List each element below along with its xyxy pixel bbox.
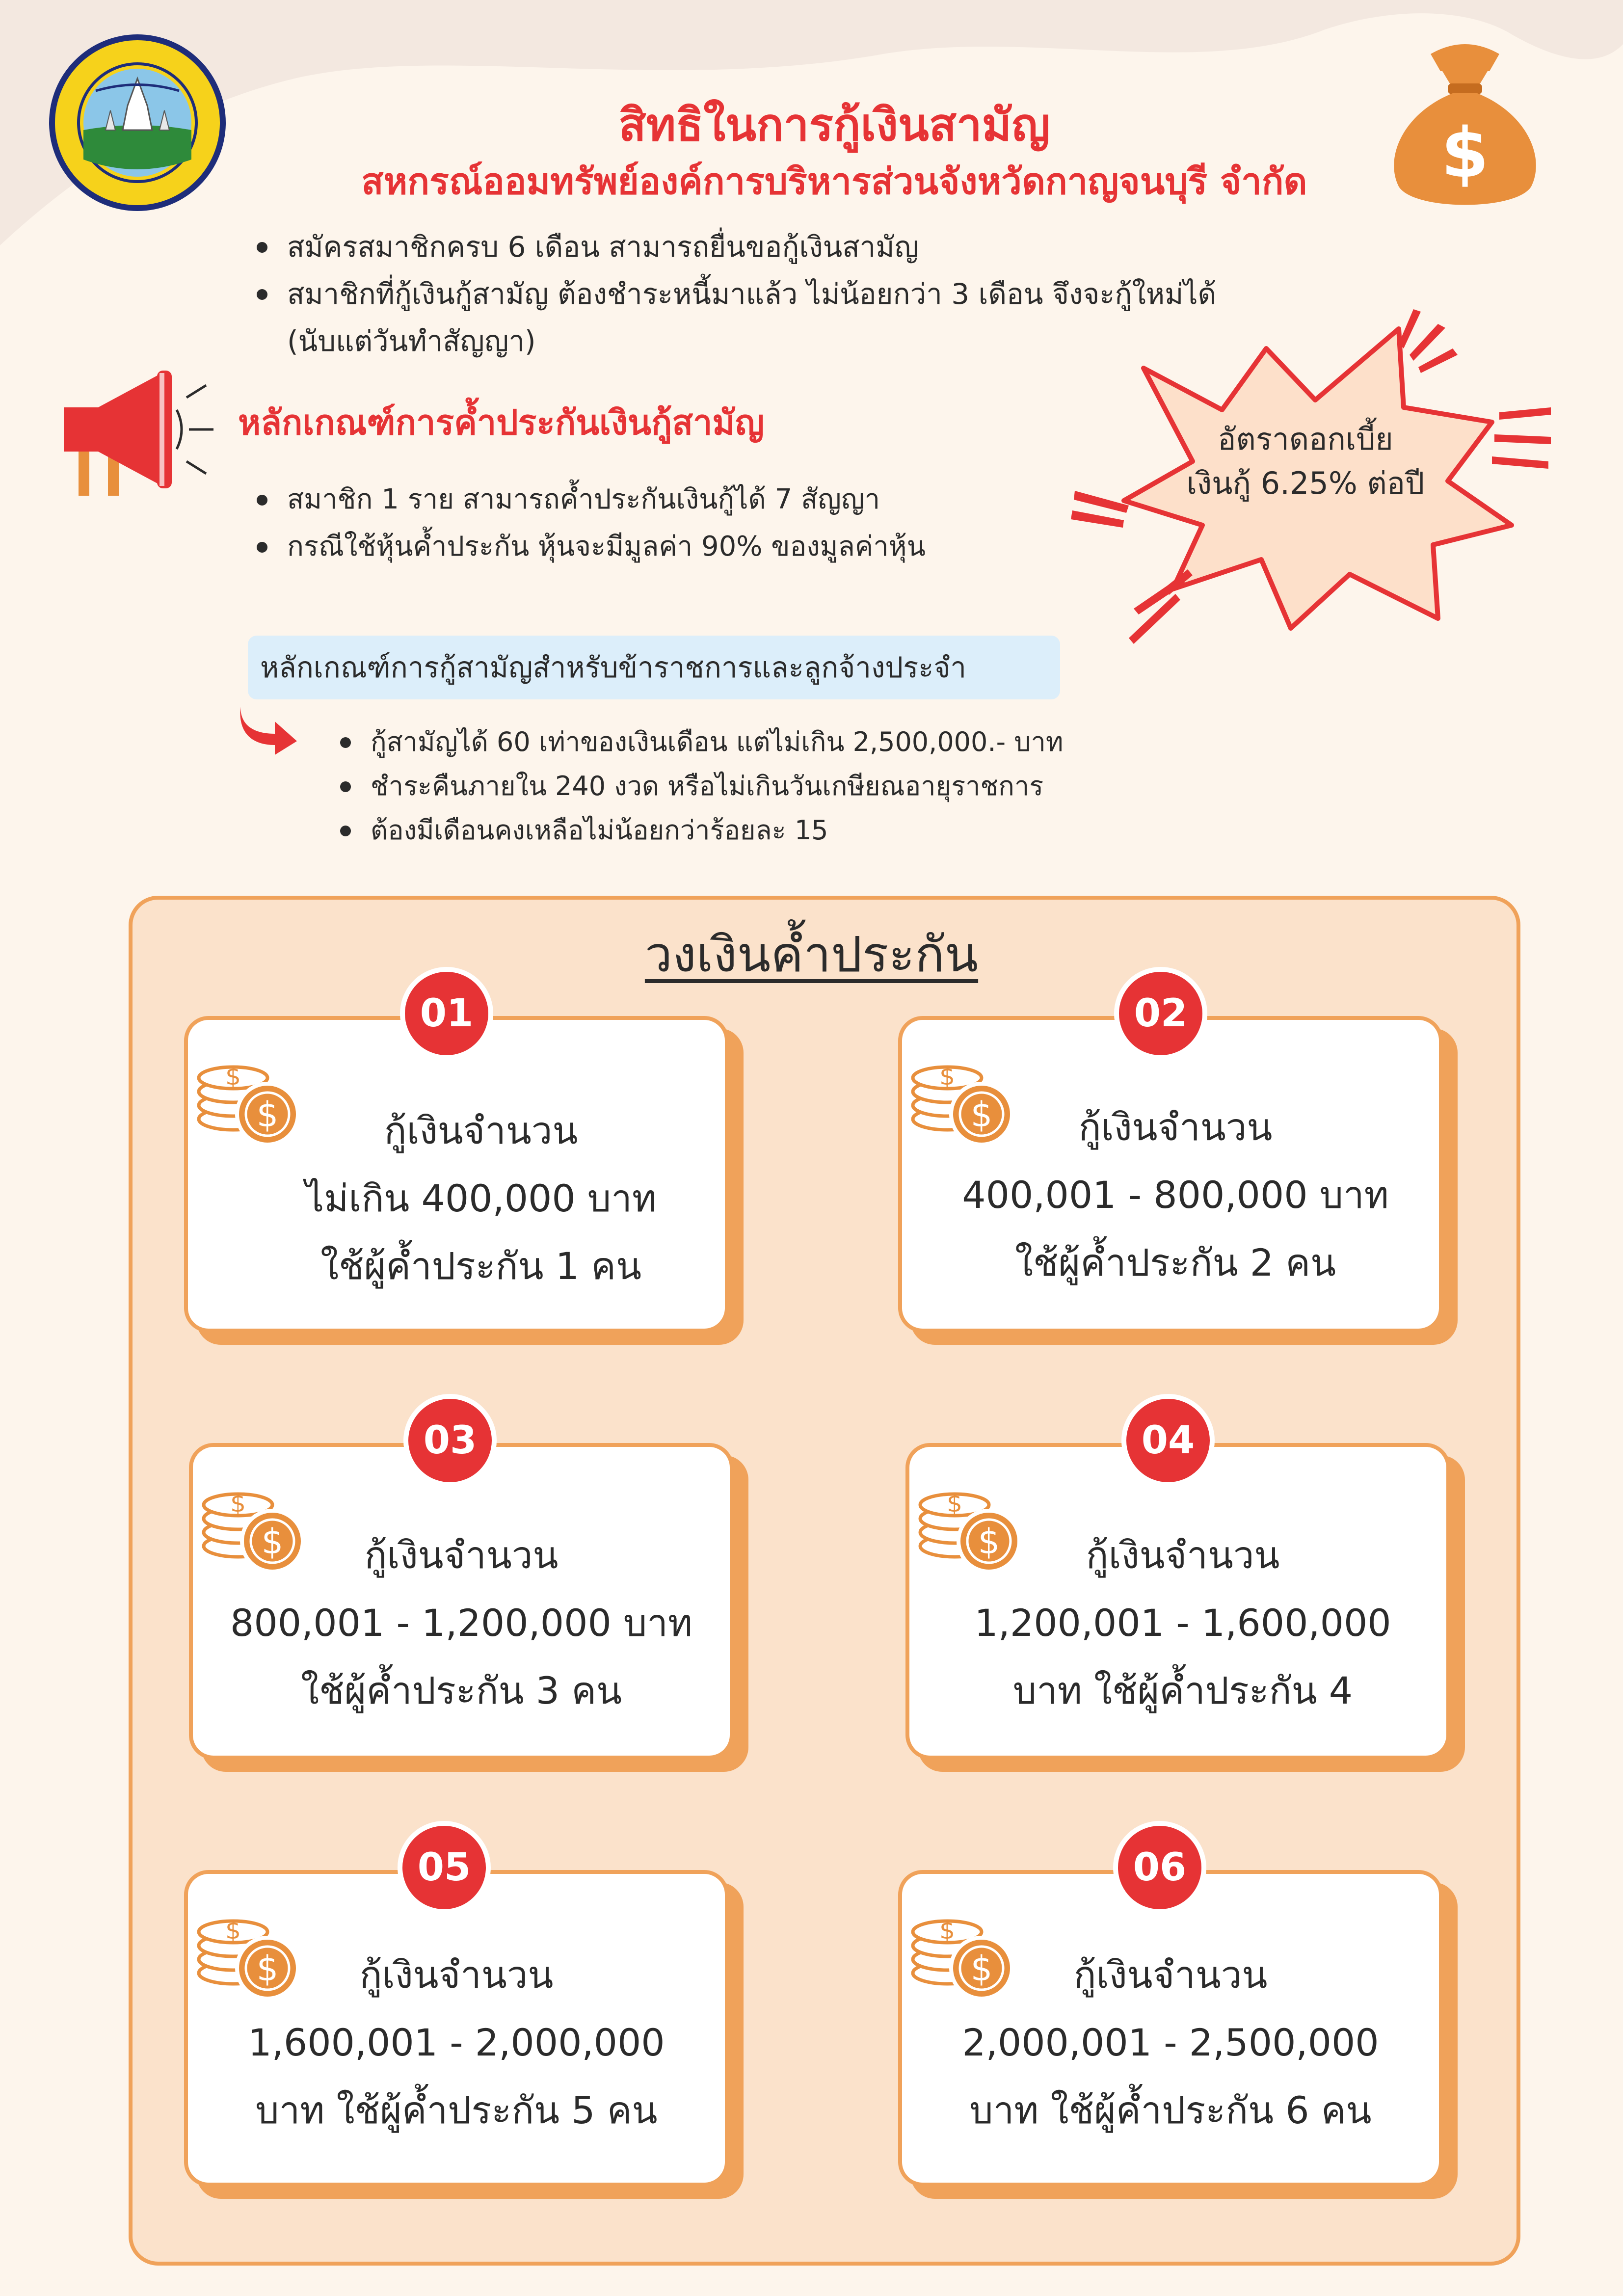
- card-line-2: 800,001 - 1,200,000 บาท: [230, 1601, 692, 1645]
- card-line-1: กู้เงินจำนวน: [1073, 1953, 1268, 1997]
- card-line-1: กู้เงินจำนวน: [359, 1953, 554, 1997]
- megaphone-icon: [59, 363, 216, 501]
- card-text: [233, 1097, 729, 1300]
- intro-bullet-1: สมัครสมาชิกครบ 6 เดือน สามารถยื่นขอกู้เงินสามัญ: [253, 223, 1216, 270]
- card-text: [184, 1941, 729, 2144]
- cooperative-logo-icon: [47, 32, 228, 214]
- card-text: [908, 1094, 1443, 1297]
- card-line-1: กู้เงินจำนวน: [384, 1109, 578, 1152]
- card-line-2: 400,001 - 800,000 บาท: [962, 1173, 1389, 1217]
- card-line-2: 1,600,001 - 2,000,000: [248, 2021, 665, 2064]
- card-number-badge: 04: [1121, 1394, 1215, 1487]
- card-line-3: บาท ใช้ผู้ค้ำประกัน 5 คน: [255, 2088, 658, 2132]
- arrow-icon: [236, 697, 299, 756]
- card-text: [898, 1941, 1443, 2144]
- guarantee-rule-item: สมาชิก 1 ราย สามารถค้ำประกันเงินกู้ได้ 7 สัญญา: [253, 476, 926, 523]
- civil-servant-list: [336, 720, 1063, 853]
- card-line-3: บาท ใช้ผู้ค้ำประกัน 6 คน: [969, 2088, 1372, 2132]
- page-title: สิทธิในการกู้เงินสามัญ: [618, 99, 1050, 151]
- civil-servant-item: ชำระคืนภายใน 240 งวด หรือไม่เกินวันเกษียณอายุราชการ: [336, 764, 1063, 808]
- card-number-badge: 02: [1114, 967, 1207, 1060]
- svg-text:$: $: [1441, 113, 1489, 193]
- card-number-badge: 01: [400, 967, 493, 1060]
- card-line-2: 2,000,001 - 2,500,000: [962, 2021, 1379, 2064]
- card-line-3: ใช้ผู้ค้ำประกัน 1 คน: [320, 1244, 642, 1288]
- card-line-3: บาท ใช้ผู้ค้ำประกัน 4: [1012, 1669, 1353, 1712]
- interest-rate-line-1: อัตราดอกเบี้ย: [1218, 421, 1393, 457]
- card-number-badge: 03: [403, 1394, 497, 1487]
- intro-bullet-2-continued: (นับแต่วันทำสัญญา): [287, 324, 536, 358]
- card-line-2: 1,200,001 - 1,600,000: [974, 1601, 1391, 1645]
- card-line-1: กู้เงินจำนวน: [364, 1533, 559, 1577]
- civil-servant-item: กู้สามัญได้ 60 เท่าของเงินเดือน แต่ไม่เกิน 2,500,000.- บาท: [336, 720, 1063, 764]
- page-subtitle: สหกรณ์ออมทรัพย์องค์การบริหารส่วนจังหวัดกาญจนบุรี จำกัด: [361, 160, 1307, 203]
- guarantee-limits-title: วงเงินค้ำประกัน: [644, 926, 979, 983]
- civil-servant-heading: หลักเกณฑ์การกู้สามัญสำหรับข้าราชการและลูกจ้างประจำ: [260, 651, 966, 684]
- intro-bullet-2: สมาชิกที่กู้เงินกู้สามัญ ต้องชำระหนี้มาแล้ว ไม่น้อยกว่า 3 เดือน จึงจะกู้ใหม่ได้: [253, 270, 1216, 318]
- card-line-2: ไม่เกิน 400,000 บาท: [305, 1176, 657, 1220]
- card-line-1: กู้เงินจำนวน: [1078, 1105, 1273, 1149]
- interest-rate-line-2: เงินกู้ 6.25% ต่อปี: [1186, 465, 1425, 501]
- civil-servant-item: ต้องมีเดือนคงเหลือไม่น้อยกว่าร้อยละ 15: [336, 808, 1063, 853]
- card-line-1: กู้เงินจำนวน: [1086, 1533, 1280, 1577]
- interest-rate-label: [1153, 417, 1458, 506]
- card-line-3: ใช้ผู้ค้ำประกัน 2 คน: [1014, 1241, 1336, 1284]
- guarantee-rules-heading: หลักเกณฑ์การค้ำประกันเงินกู้สามัญ: [238, 402, 765, 443]
- card-text: [189, 1522, 734, 1725]
- guarantee-rule-item: กรณีใช้หุ้นค้ำประกัน หุ้นจะมีมูลค่า 90% ของมูลค่าหุ้น: [253, 523, 926, 570]
- card-line-3: ใช้ผู้ค้ำประกัน 3 คน: [300, 1669, 622, 1712]
- card-number-badge: 05: [398, 1821, 491, 1914]
- card-number-badge: 06: [1113, 1821, 1206, 1914]
- money-bag-icon: [1384, 34, 1546, 216]
- card-text: [915, 1522, 1450, 1725]
- guarantee-rules-list: [253, 476, 926, 570]
